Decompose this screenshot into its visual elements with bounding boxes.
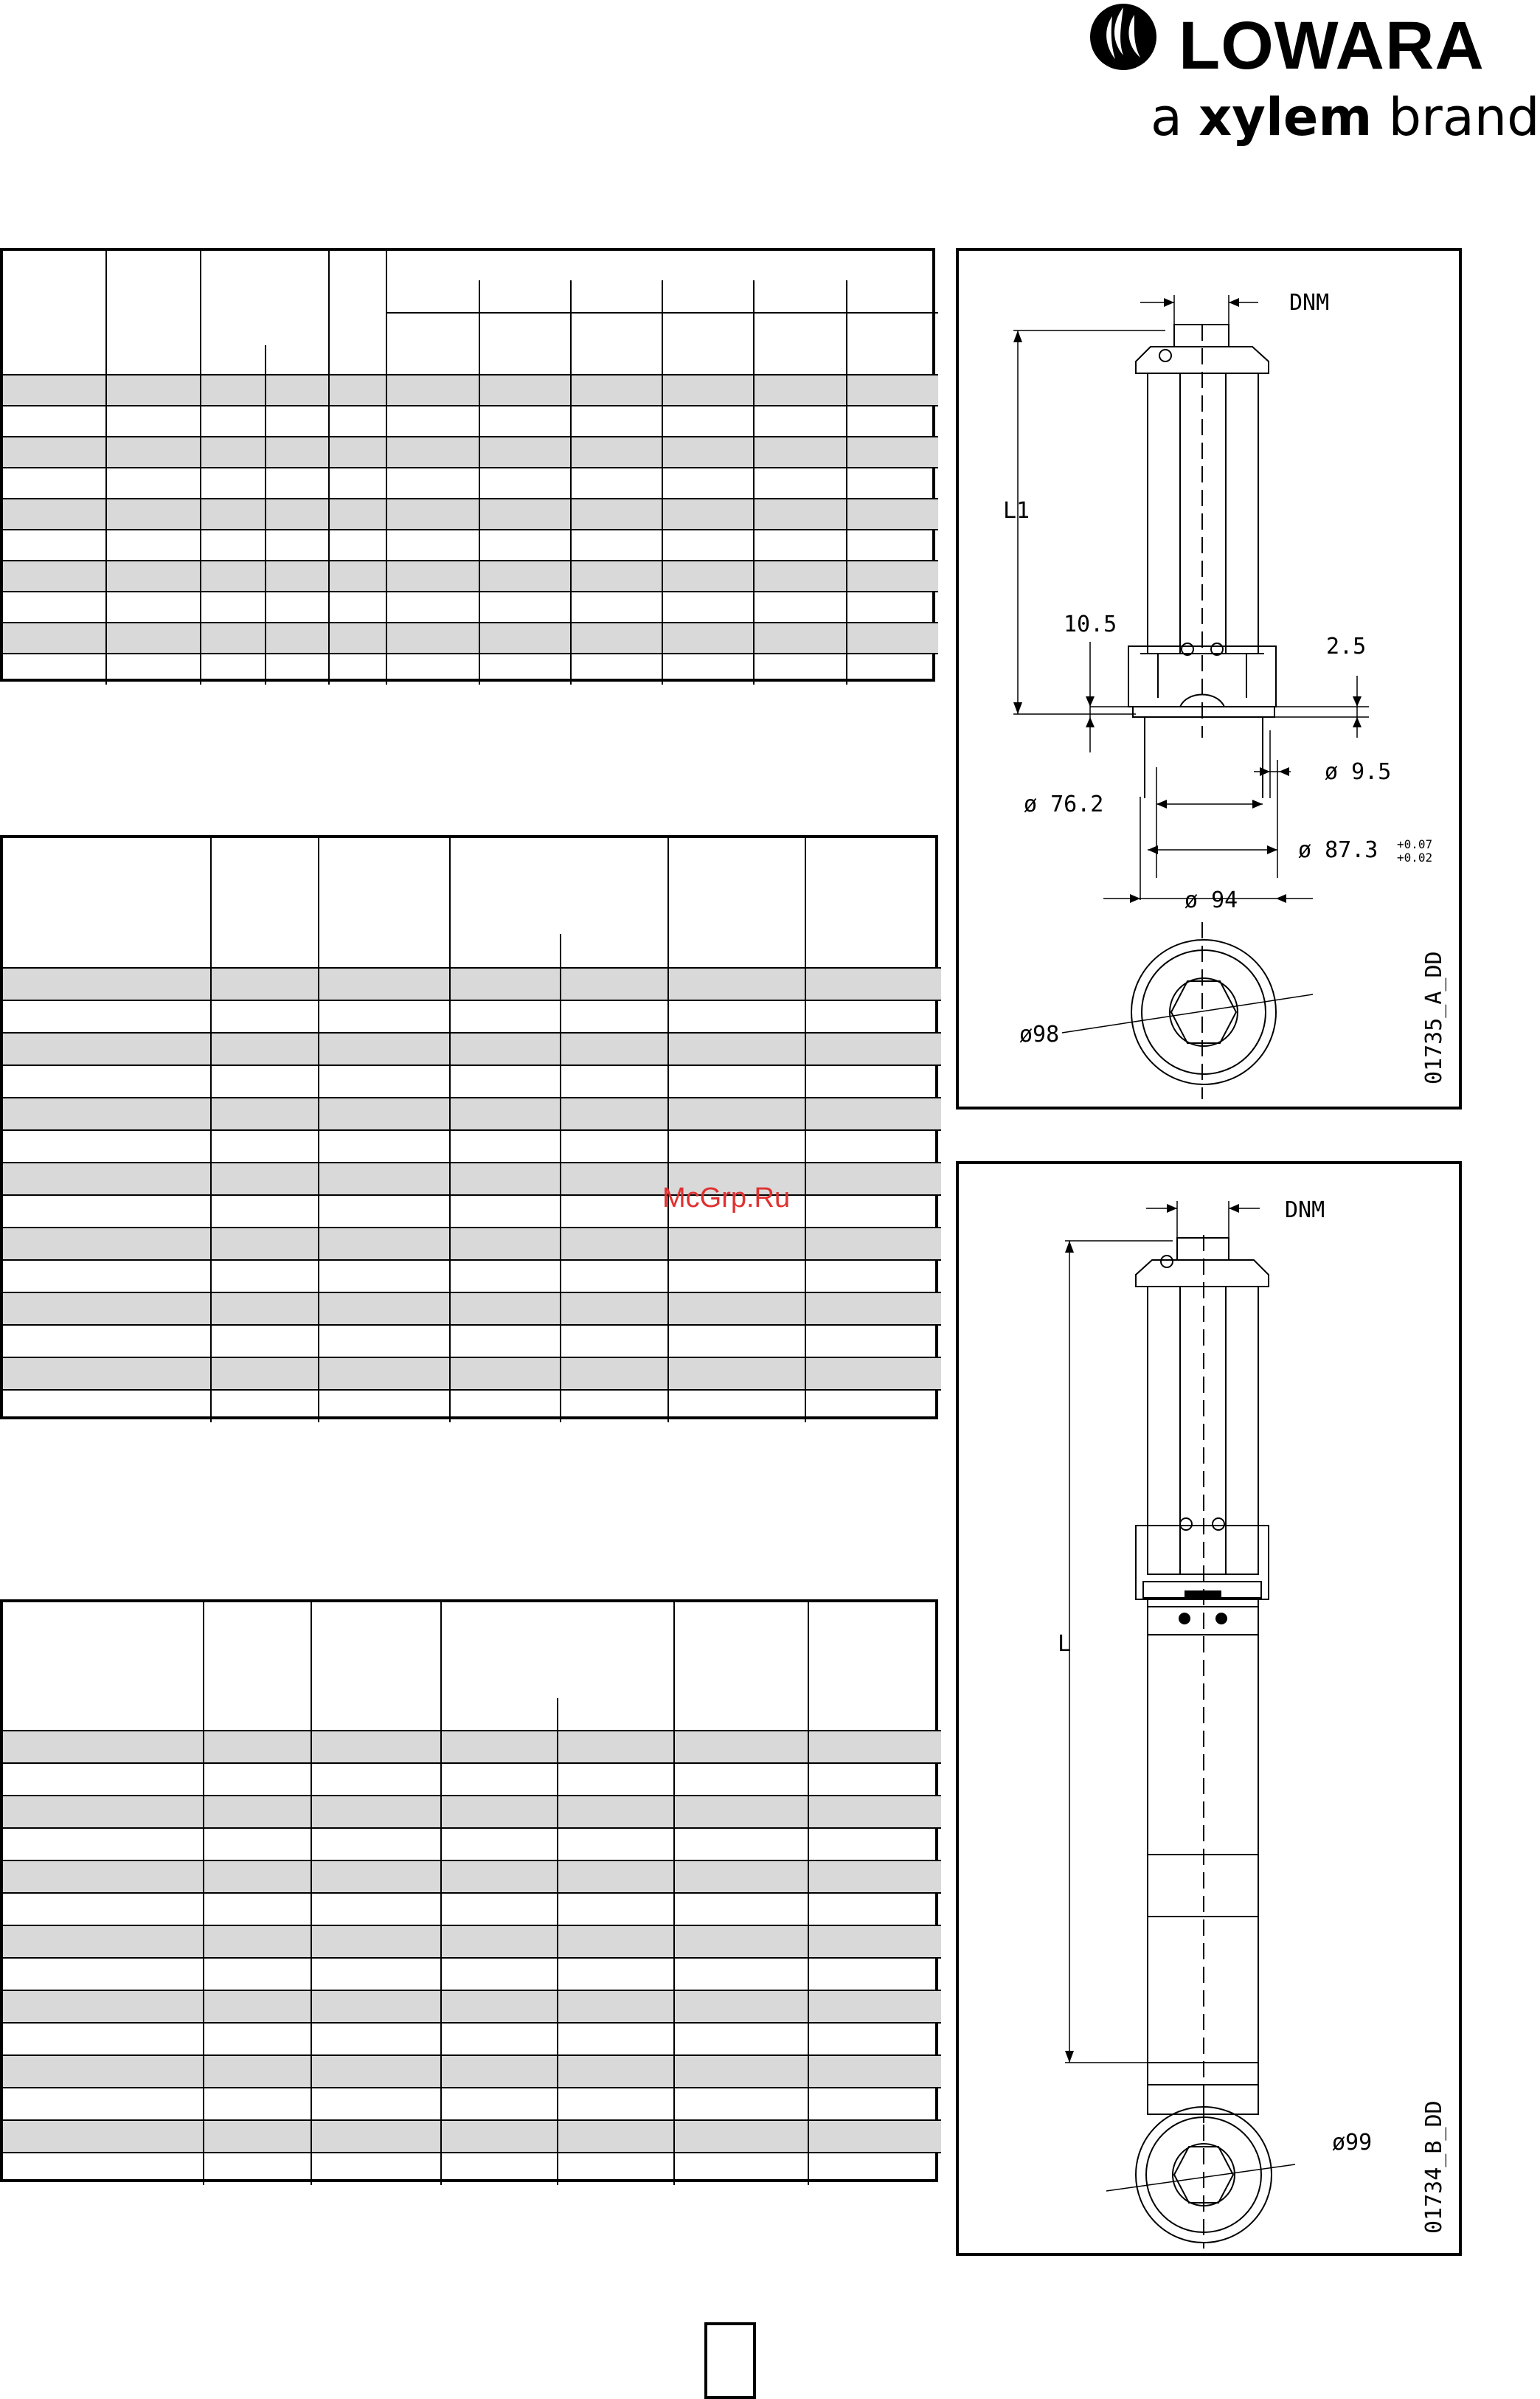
- brand-tagline: a xylem brand: [1151, 87, 1540, 148]
- dim-87-3: ø 87.3: [1298, 837, 1378, 863]
- pump-motor-drawing: [959, 1164, 1465, 2259]
- drawing-pump-motor: [956, 1161, 1462, 2256]
- dim-94: ø 94: [1185, 887, 1238, 913]
- drawing-pump-end: [956, 248, 1462, 1110]
- page-number-box: [704, 2322, 756, 2399]
- dim-2-5: 2.5: [1326, 634, 1367, 660]
- l-label: L: [1058, 1631, 1072, 1657]
- dim-99: ø99: [1332, 2130, 1373, 2156]
- table-1: [0, 248, 935, 682]
- table-2: [0, 835, 938, 1419]
- drawing-code-a: 01735_A_DD: [1421, 951, 1447, 1084]
- dnm-label-b: DNM: [1285, 1197, 1325, 1223]
- tolerance-lower: +0.02: [1397, 851, 1433, 865]
- dnm-label: DNM: [1289, 290, 1330, 316]
- dim-76-2: ø 76.2: [1024, 792, 1104, 817]
- dim-9-5: ø 9.5: [1325, 759, 1392, 785]
- brand-name: LOWARA: [1179, 8, 1485, 83]
- dim-10-5: 10.5: [1064, 612, 1117, 637]
- table-1-grid: [3, 251, 938, 685]
- table-3: [0, 1599, 938, 2182]
- drawing-code-b: 01734_B_DD: [1421, 2100, 1447, 2234]
- l1-label: L1: [1003, 498, 1030, 524]
- pump-end-drawing: [959, 251, 1465, 1112]
- table-2-grid: [3, 838, 941, 1422]
- watermark: McGrp.Ru: [662, 1183, 791, 1214]
- tolerance-upper: +0.07: [1397, 837, 1433, 851]
- dim-98: ø98: [1019, 1022, 1060, 1048]
- table-3-grid: [3, 1602, 941, 2185]
